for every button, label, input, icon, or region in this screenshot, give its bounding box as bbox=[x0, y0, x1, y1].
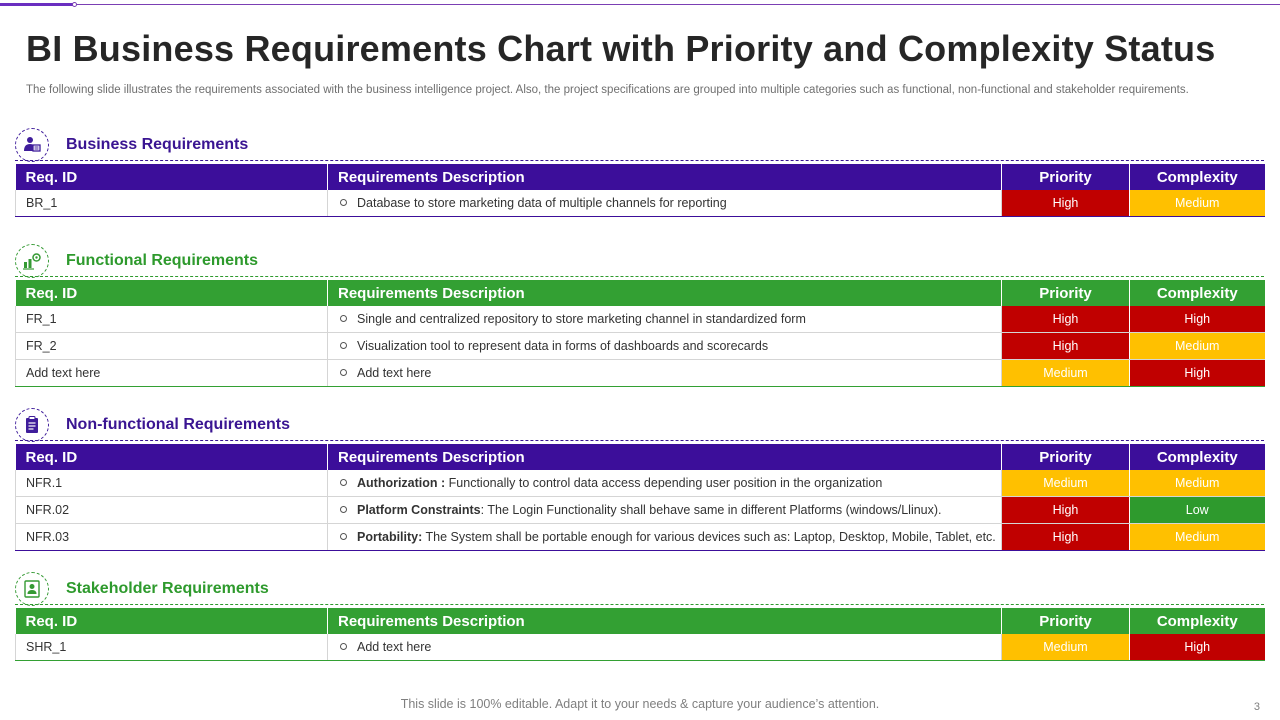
priority-badge: High bbox=[1002, 333, 1130, 360]
table-row bbox=[16, 190, 1265, 217]
section-header bbox=[15, 572, 1264, 608]
table-row bbox=[16, 306, 1265, 333]
description-cell bbox=[328, 634, 1002, 661]
table-header-row bbox=[16, 280, 1265, 306]
section-header bbox=[15, 128, 1264, 164]
business-people-icon bbox=[15, 128, 49, 162]
section-title: Business Requirements bbox=[66, 136, 249, 153]
requirements-table bbox=[15, 164, 1265, 217]
table-header-row bbox=[16, 444, 1265, 470]
table-row bbox=[16, 524, 1265, 551]
header-req-id: Req. ID bbox=[16, 164, 328, 190]
header-priority: Priority bbox=[1002, 164, 1130, 190]
top-accent-dot bbox=[72, 2, 77, 7]
header-req-id: Req. ID bbox=[16, 608, 328, 634]
complexity-badge: Medium bbox=[1130, 333, 1265, 360]
complexity-badge: High bbox=[1130, 634, 1265, 661]
complexity-badge: High bbox=[1130, 360, 1265, 387]
description-cell bbox=[328, 497, 1002, 524]
bullet-icon bbox=[340, 479, 347, 486]
requirements-table bbox=[15, 608, 1265, 661]
req-id-cell: BR_1 bbox=[16, 190, 328, 217]
complexity-badge: High bbox=[1130, 306, 1265, 333]
header-complexity: Complexity bbox=[1130, 444, 1265, 470]
complexity-badge: Medium bbox=[1130, 190, 1265, 217]
header-description: Requirements Description bbox=[328, 444, 1002, 470]
priority-badge: Medium bbox=[1002, 470, 1130, 497]
header-description: Requirements Description bbox=[328, 608, 1002, 634]
page-number: 3 bbox=[1253, 701, 1260, 713]
priority-badge: Medium bbox=[1002, 360, 1130, 387]
section-stakeholder-requirements bbox=[15, 572, 1264, 661]
header-complexity: Complexity bbox=[1130, 280, 1265, 306]
table-row bbox=[16, 360, 1265, 387]
section-header bbox=[15, 408, 1264, 444]
bullet-icon bbox=[340, 315, 347, 322]
description-cell bbox=[328, 190, 1002, 217]
header-complexity: Complexity bbox=[1130, 608, 1265, 634]
description-text: Database to store marketing data of multiple channels for reporting bbox=[357, 196, 727, 210]
req-id-cell: NFR.1 bbox=[16, 470, 328, 497]
slide-subtitle: The following slide illustrates the requirements associated with the business intelligence project. Also, the project specifications are grouped into multiple categories such as functional, non-functional and stakeholder requirements. bbox=[26, 84, 1189, 96]
description-label: Platform Constraints bbox=[357, 503, 481, 517]
description-text: : The Login Functionality shall behave same in different Platforms (windows/Llinux). bbox=[480, 503, 942, 517]
description-text: Add text here bbox=[357, 640, 432, 654]
description-cell bbox=[328, 360, 1002, 387]
description-text: Add text here bbox=[357, 366, 432, 380]
priority-badge: High bbox=[1002, 524, 1130, 551]
bullet-icon bbox=[340, 533, 347, 540]
req-id-cell: Add text here bbox=[16, 360, 328, 387]
header-description: Requirements Description bbox=[328, 280, 1002, 306]
description-text: Single and centralized repository to store marketing channel in standardized form bbox=[357, 312, 806, 326]
section-divider bbox=[15, 276, 1264, 277]
description-cell bbox=[328, 333, 1002, 360]
header-req-id: Req. ID bbox=[16, 444, 328, 470]
priority-badge: High bbox=[1002, 306, 1130, 333]
description-label: Authorization : bbox=[357, 476, 446, 490]
table-row bbox=[16, 634, 1265, 661]
description-cell bbox=[328, 306, 1002, 333]
bullet-icon bbox=[340, 643, 347, 650]
complexity-badge: Low bbox=[1130, 497, 1265, 524]
top-accent-bar bbox=[0, 3, 74, 6]
req-id-cell: FR_2 bbox=[16, 333, 328, 360]
functional-chart-icon bbox=[15, 244, 49, 278]
requirements-table bbox=[15, 280, 1265, 387]
clipboard-icon bbox=[15, 408, 49, 442]
section-business-requirements bbox=[15, 128, 1264, 217]
section-title: Functional Requirements bbox=[66, 252, 259, 269]
description-label: Portability: bbox=[357, 530, 423, 544]
header-priority: Priority bbox=[1002, 280, 1130, 306]
table-header-row bbox=[16, 608, 1265, 634]
stakeholder-icon bbox=[15, 572, 49, 606]
header-complexity: Complexity bbox=[1130, 164, 1265, 190]
section-non-functional-requirements bbox=[15, 408, 1264, 551]
table-header-row bbox=[16, 164, 1265, 190]
bullet-icon bbox=[340, 199, 347, 206]
table-row bbox=[16, 470, 1265, 497]
description-text: Visualization tool to represent data in forms of dashboards and scorecards bbox=[357, 339, 769, 353]
table-row bbox=[16, 333, 1265, 360]
section-title: Non-functional Requirements bbox=[66, 416, 291, 433]
req-id-cell: FR_1 bbox=[16, 306, 328, 333]
section-functional-requirements bbox=[15, 244, 1264, 387]
slide-title: BI Business Requirements Chart with Priority and Complexity Status bbox=[26, 28, 1216, 69]
header-req-id: Req. ID bbox=[16, 280, 328, 306]
bullet-icon bbox=[340, 369, 347, 376]
description-cell bbox=[328, 470, 1002, 497]
section-divider bbox=[15, 440, 1264, 441]
section-divider bbox=[15, 160, 1264, 161]
priority-badge: High bbox=[1002, 497, 1130, 524]
section-divider bbox=[15, 604, 1264, 605]
header-priority: Priority bbox=[1002, 444, 1130, 470]
req-id-cell: NFR.02 bbox=[16, 497, 328, 524]
slide-footer: This slide is 100% editable. Adapt it to your needs & capture your audience’s attention. bbox=[400, 697, 880, 711]
section-header bbox=[15, 244, 1264, 280]
table-row bbox=[16, 497, 1265, 524]
req-id-cell: NFR.03 bbox=[16, 524, 328, 551]
priority-badge: High bbox=[1002, 190, 1130, 217]
bullet-icon bbox=[340, 342, 347, 349]
priority-badge: Medium bbox=[1002, 634, 1130, 661]
complexity-badge: Medium bbox=[1130, 524, 1265, 551]
description-text: Functionally to control data access depending user position in the organization bbox=[448, 476, 883, 490]
description-cell bbox=[328, 524, 1002, 551]
section-title: Stakeholder Requirements bbox=[66, 580, 269, 597]
complexity-badge: Medium bbox=[1130, 470, 1265, 497]
header-description: Requirements Description bbox=[328, 164, 1002, 190]
top-border-line bbox=[0, 4, 1280, 5]
requirements-table bbox=[15, 444, 1265, 551]
req-id-cell: SHR_1 bbox=[16, 634, 328, 661]
bullet-icon bbox=[340, 506, 347, 513]
description-text: The System shall be portable enough for various devices such as: Laptop, Desktop, Mobile, Tablet, etc. bbox=[425, 530, 996, 544]
header-priority: Priority bbox=[1002, 608, 1130, 634]
